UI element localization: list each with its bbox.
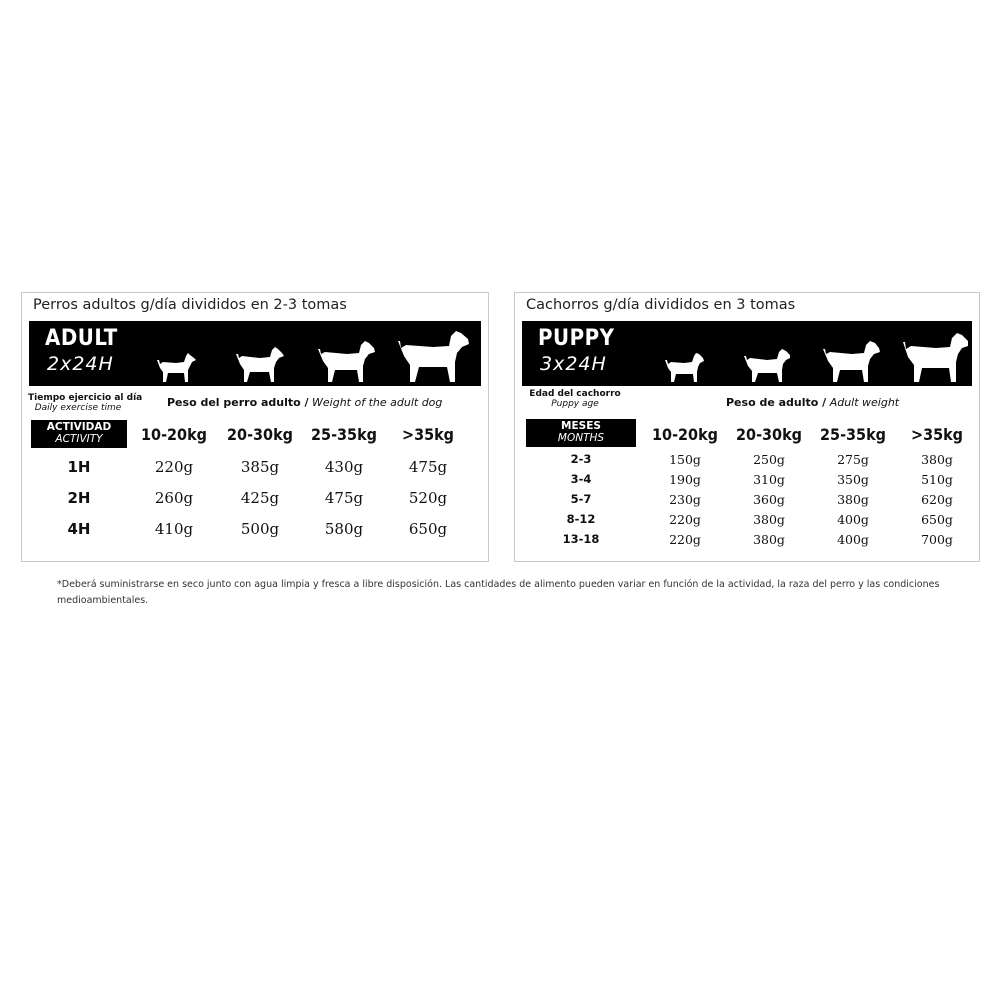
dog-medium-icon [234, 344, 286, 384]
puppy-feeding-table [514, 292, 980, 562]
dog-xlarge-icon [397, 328, 471, 384]
puppy-row-label: 5-7 [570, 492, 592, 506]
dog-large-icon [317, 338, 377, 384]
puppy-cell: 230g [669, 492, 701, 507]
adult-row-label: 4H [67, 520, 91, 538]
puppy-row-label: 13-18 [562, 532, 600, 546]
adult-band-frequency: 2x24H [47, 353, 114, 375]
puppy-cell: 620g [921, 492, 953, 507]
footnote: *Deberá suministrarse en seco junto con agua limpia y fresca a libre disposición. Las cantidades de alimento pueden variar en función de la actividad, la raza del perro y las condiciones medioambientales. [57, 579, 940, 606]
adult-header-band [29, 321, 481, 386]
adult-col-20-30kg: 20-30kg [227, 425, 293, 444]
puppy-cell: 380g [753, 512, 785, 527]
adult-feeding-table [21, 292, 489, 562]
adult-cell: 580g [324, 520, 364, 538]
puppy-cell: 150g [669, 452, 701, 467]
adult-cell: 475g [324, 489, 364, 507]
adult-cell: 475g [408, 458, 448, 476]
adult-row-label: 1H [67, 458, 91, 476]
puppy-weight-label: Peso de adulto / Adult weight [726, 396, 900, 409]
puppy-large-icon [822, 338, 882, 384]
puppy-cell: 380g [753, 532, 785, 547]
puppy-col-25-35kg: 25-35kg [820, 425, 886, 444]
puppy-row-label: 8-12 [566, 512, 596, 526]
exercise-time-label: Tiempo ejercicio al día Daily exercise time [28, 393, 143, 413]
adult-col-10-20kg: 10-20kg [141, 425, 207, 444]
adult-cell: 220g [154, 458, 194, 476]
adult-row-label: 2H [67, 489, 91, 507]
puppy-age-label: Edad del cachorro Puppy age [529, 389, 621, 409]
puppy-cell: 510g [921, 472, 953, 487]
puppy-header-band [522, 321, 972, 386]
puppy-cell: 700g [921, 532, 953, 547]
puppy-xlarge-icon [902, 330, 970, 384]
puppy-row-label: 3-4 [570, 472, 592, 486]
adult-col-25-35kg: 25-35kg [311, 425, 377, 444]
puppy-col-over-35kg: >35kg [911, 425, 963, 444]
adult-cell: 650g [408, 520, 448, 538]
months-header: MESES MONTHS [526, 419, 636, 447]
dog-small-icon [154, 350, 198, 384]
puppy-medium-icon [742, 346, 792, 384]
puppy-cell: 310g [753, 472, 785, 487]
activity-header: ACTIVIDAD ACTIVITY [31, 420, 127, 448]
adult-cell: 520g [408, 489, 448, 507]
puppy-cell: 380g [921, 452, 953, 467]
puppy-band-frequency: 3x24H [540, 353, 607, 375]
adult-cell: 260g [154, 489, 194, 507]
puppy-cell: 220g [669, 512, 701, 527]
puppy-band-name: PUPPY [538, 326, 615, 351]
puppy-cell: 400g [837, 512, 869, 527]
adult-cell: 425g [240, 489, 280, 507]
puppy-cell: 190g [669, 472, 701, 487]
adult-weight-label: Peso del perro adulto / Weight of the adult dog [167, 396, 443, 409]
puppy-col-10-20kg: 10-20kg [652, 425, 718, 444]
adult-cell: 410g [154, 520, 194, 538]
adult-cell: 385g [240, 458, 280, 476]
puppy-cell: 275g [837, 452, 869, 467]
puppy-cell: 220g [669, 532, 701, 547]
puppy-cell: 380g [837, 492, 869, 507]
puppy-col-20-30kg: 20-30kg [736, 425, 802, 444]
adult-cell: 430g [324, 458, 364, 476]
adult-col-over-35kg: >35kg [402, 425, 454, 444]
puppy-cell: 400g [837, 532, 869, 547]
adult-band-name: ADULT [45, 326, 118, 351]
adult-table-title: Perros adultos g/día divididos en 2-3 tomas [33, 297, 347, 313]
puppy-row-label: 2-3 [570, 452, 592, 466]
puppy-cell: 250g [753, 452, 785, 467]
puppy-small-icon [662, 350, 706, 384]
adult-cell: 500g [240, 520, 280, 538]
puppy-table-title: Cachorros g/día divididos en 3 tomas [526, 297, 796, 313]
puppy-cell: 650g [921, 512, 953, 527]
puppy-cell: 350g [837, 472, 869, 487]
puppy-cell: 360g [753, 492, 785, 507]
